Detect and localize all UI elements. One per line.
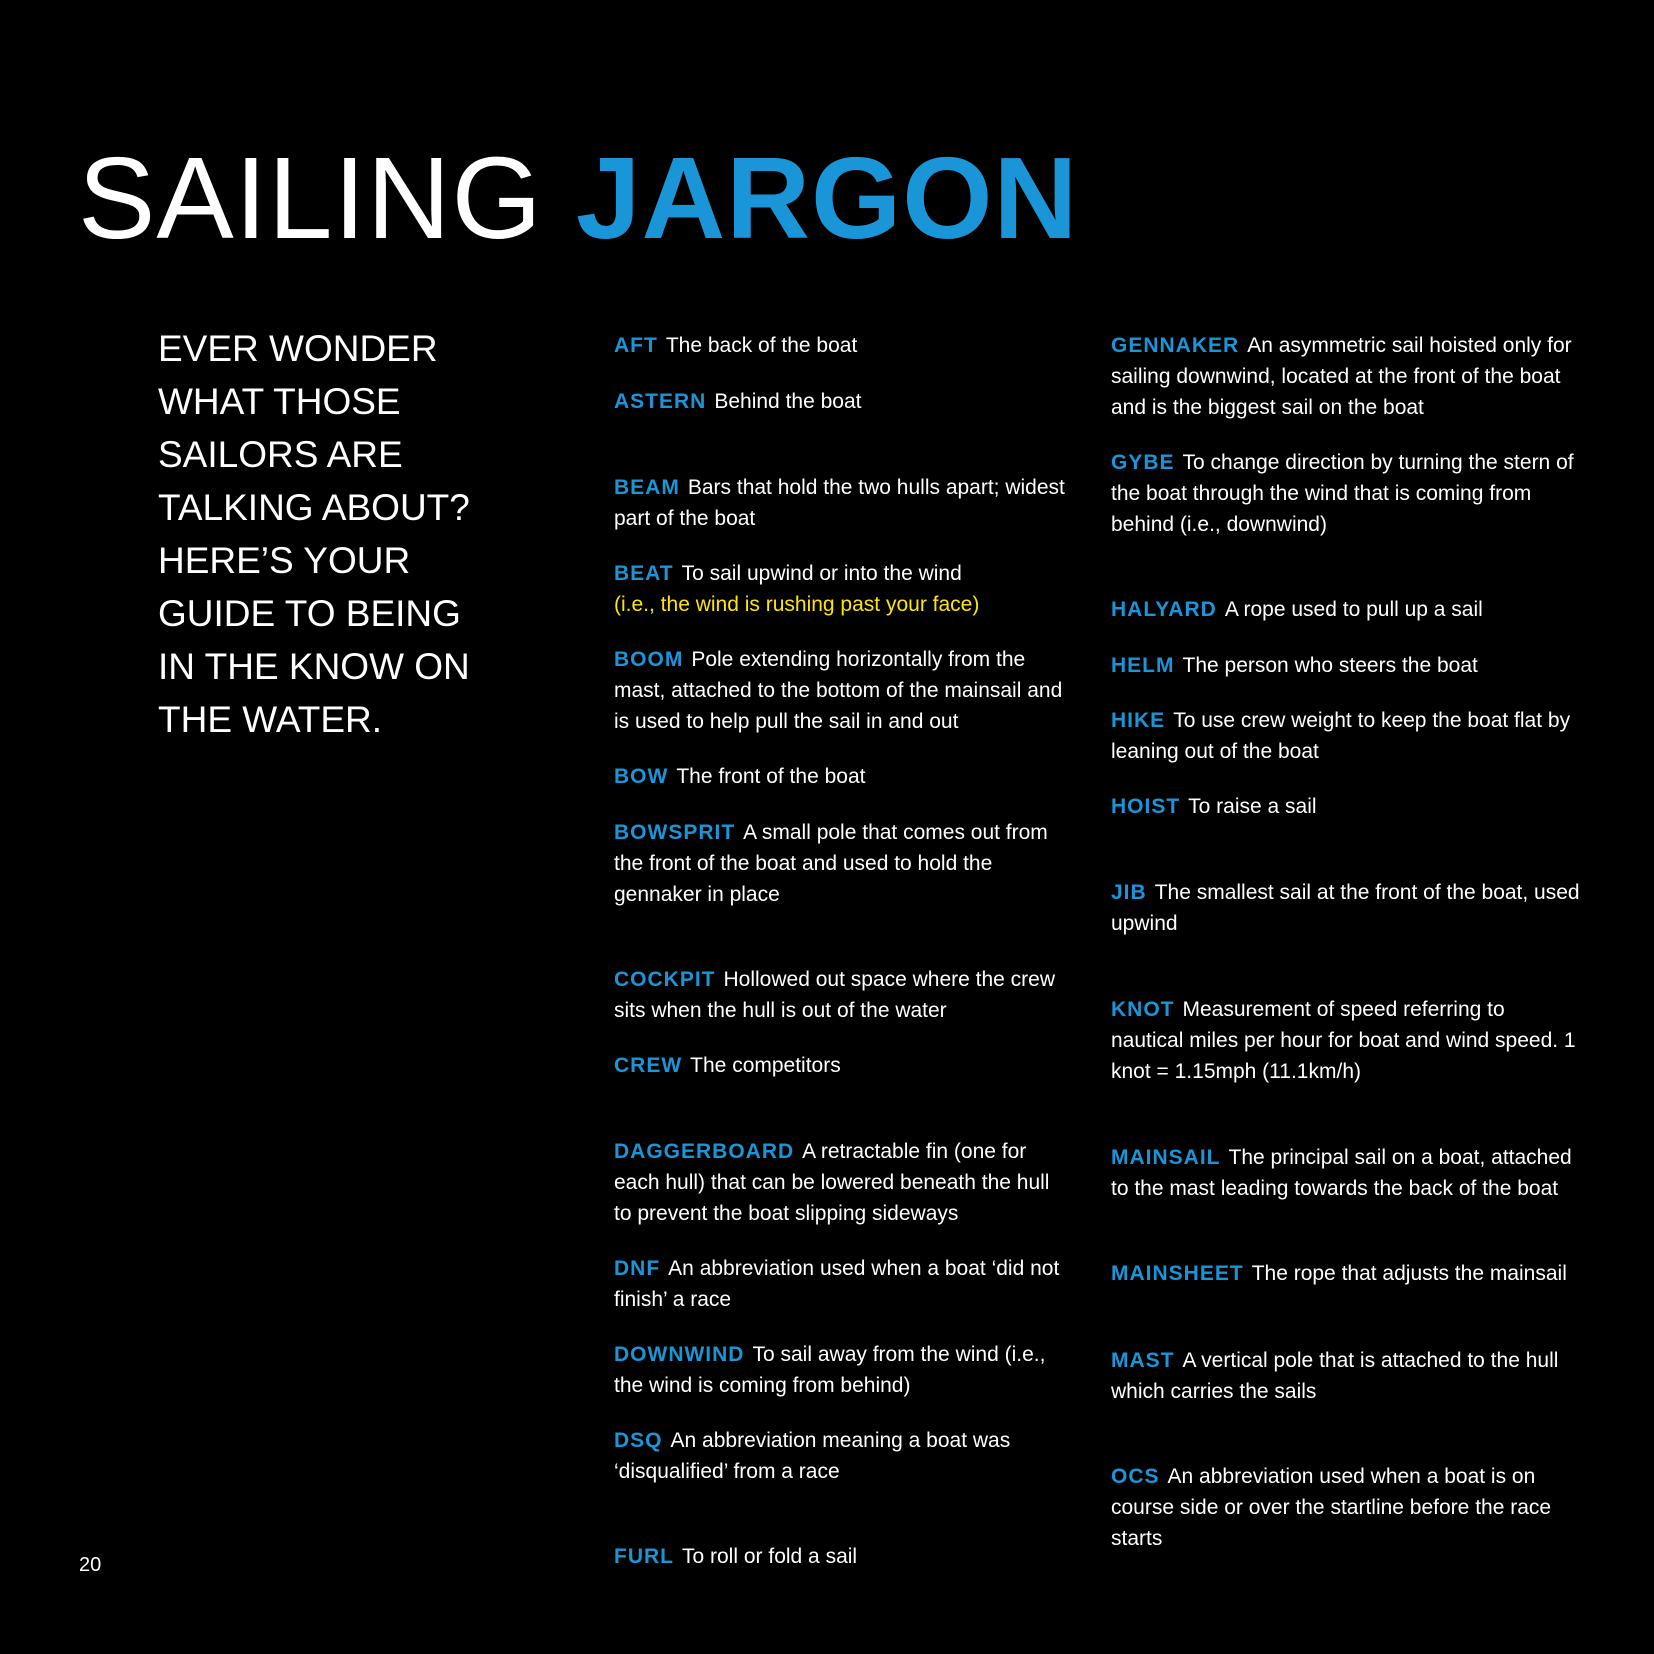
term: FURL [614, 1545, 674, 1568]
definition-highlight: (i.e., the wind is rushing past your face) [614, 593, 980, 616]
term: BOOM [614, 648, 684, 671]
definition: To roll or fold a sail [682, 1545, 858, 1568]
term: DOWNWIND [614, 1343, 745, 1366]
definition: To raise a sail [1188, 795, 1317, 818]
glossary-entry-bowsprit [614, 817, 1068, 910]
term: MAINSHEET [1111, 1262, 1244, 1285]
glossary-entry-knot [1111, 994, 1581, 1087]
term: AFT [614, 334, 658, 357]
term: CREW [614, 1054, 683, 1077]
glossary-entry-mainsheet [1111, 1258, 1581, 1289]
definition: A vertical pole that is attached to the hull which carries the sails [1111, 1349, 1559, 1403]
definition: A retractable fin (one for each hull) that can be lowered beneath the hull to prevent the boat slipping sideways [614, 1140, 1050, 1225]
definition: An abbreviation used when a boat ‘did not finish’ a race [614, 1257, 1060, 1311]
term: JIB [1111, 881, 1147, 904]
glossary-entry-mast [1111, 1345, 1581, 1407]
glossary-entry-beat [614, 558, 1068, 620]
glossary-entry-ocs [1111, 1461, 1581, 1554]
title-word-sailing: SAILING [78, 133, 543, 263]
definition: The person who steers the boat [1182, 654, 1478, 677]
term: BOW [614, 765, 669, 788]
title-word-jargon: JARGON [575, 133, 1079, 263]
definition: To change direction by turning the stern of the boat through the wind that is coming from behind (i.e., downwind) [1111, 451, 1574, 536]
definition: To sail upwind or into the wind [681, 562, 962, 585]
glossary-entry-dnf [614, 1253, 1068, 1315]
glossary-entry-cockpit [614, 964, 1068, 1026]
definition: Behind the boat [714, 390, 862, 413]
term: DAGGERBOARD [614, 1140, 795, 1163]
term: COCKPIT [614, 968, 716, 991]
term: MAST [1111, 1349, 1175, 1372]
definition: Hollowed out space where the crew sits when the hull is out of the water [614, 968, 1056, 1022]
term: DNF [614, 1257, 661, 1280]
term: BEAT [614, 562, 674, 585]
term: ASTERN [614, 390, 707, 413]
definition: The principal sail on a boat, attached to the mast leading towards the back of the boat [1111, 1146, 1572, 1200]
term: GYBE [1111, 451, 1175, 474]
glossary-entry-mainsail [1111, 1142, 1581, 1204]
term: BOWSPRIT [614, 821, 736, 844]
term: HELM [1111, 654, 1175, 677]
definition: The front of the boat [676, 765, 866, 788]
glossary-entry-aft [614, 330, 1068, 361]
glossary-entry-gybe [1111, 447, 1581, 540]
page-number: 20 [79, 1554, 102, 1576]
definition: Measurement of speed referring to nautical miles per hour for boat and wind speed. 1 knot = 1.15mph (11.1km/h) [1111, 998, 1576, 1083]
glossary-entry-downwind [614, 1339, 1068, 1401]
definition: Bars that hold the two hulls apart; widest part of the boat [614, 476, 1065, 530]
glossary-entry-boom [614, 644, 1068, 737]
term: GENNAKER [1111, 334, 1240, 357]
definition: A rope used to pull up a sail [1224, 598, 1483, 621]
definition: To sail away from the wind (i.e., the wind is coming from behind) [614, 1343, 1046, 1397]
glossary-entry-beam [614, 472, 1068, 534]
definition: Pole extending horizontally from the mast, attached to the bottom of the mainsail and is used to help pull the sail in and out [614, 648, 1063, 733]
definition: An asymmetric sail hoisted only for sailing downwind, located at the front of the boat and is the biggest sail on the boat [1111, 334, 1572, 419]
glossary-entry-gennaker [1111, 330, 1581, 423]
intro-text: EVER WONDER WHAT THOSE SAILORS ARE TALKING ABOUT? HERE’S YOUR GUIDE TO BEING IN THE KNOW ON THE WATER. [158, 328, 470, 740]
glossary-entry-bow [614, 761, 1068, 792]
term: DSQ [614, 1429, 663, 1452]
glossary-entry-daggerboard [614, 1136, 1068, 1229]
term: OCS [1111, 1465, 1160, 1488]
definition: The back of the boat [665, 334, 858, 357]
glossary-entry-halyard [1111, 594, 1581, 625]
definition: A small pole that comes out from the front of the boat and used to hold the gennaker in place [614, 821, 1048, 906]
definition: The rope that adjusts the mainsail [1251, 1262, 1567, 1285]
glossary-entry-jib [1111, 877, 1581, 939]
definition: To use crew weight to keep the boat flat by leaning out of the boat [1111, 709, 1571, 763]
term: HALYARD [1111, 598, 1217, 621]
definition: An abbreviation used when a boat is on course side or over the startline before the race starts [1111, 1465, 1552, 1550]
glossary-entry-hike [1111, 705, 1581, 767]
term: KNOT [1111, 998, 1175, 1021]
glossary-entry-dsq [614, 1425, 1068, 1487]
term: MAINSAIL [1111, 1146, 1221, 1169]
definition: The competitors [690, 1054, 841, 1077]
glossary-entry-furl [614, 1541, 1068, 1572]
definition: An abbreviation meaning a boat was ‘disqualified’ from a race [614, 1429, 1011, 1483]
glossary-entry-astern [614, 386, 1068, 417]
glossary-entry-hoist [1111, 791, 1581, 822]
term: BEAM [614, 476, 680, 499]
glossary-entry-crew [614, 1050, 1068, 1081]
definition: The smallest sail at the front of the boat, used upwind [1111, 881, 1580, 935]
term: HIKE [1111, 709, 1166, 732]
term: HOIST [1111, 795, 1181, 818]
page-title [78, 133, 1079, 263]
glossary-entry-helm [1111, 650, 1581, 681]
